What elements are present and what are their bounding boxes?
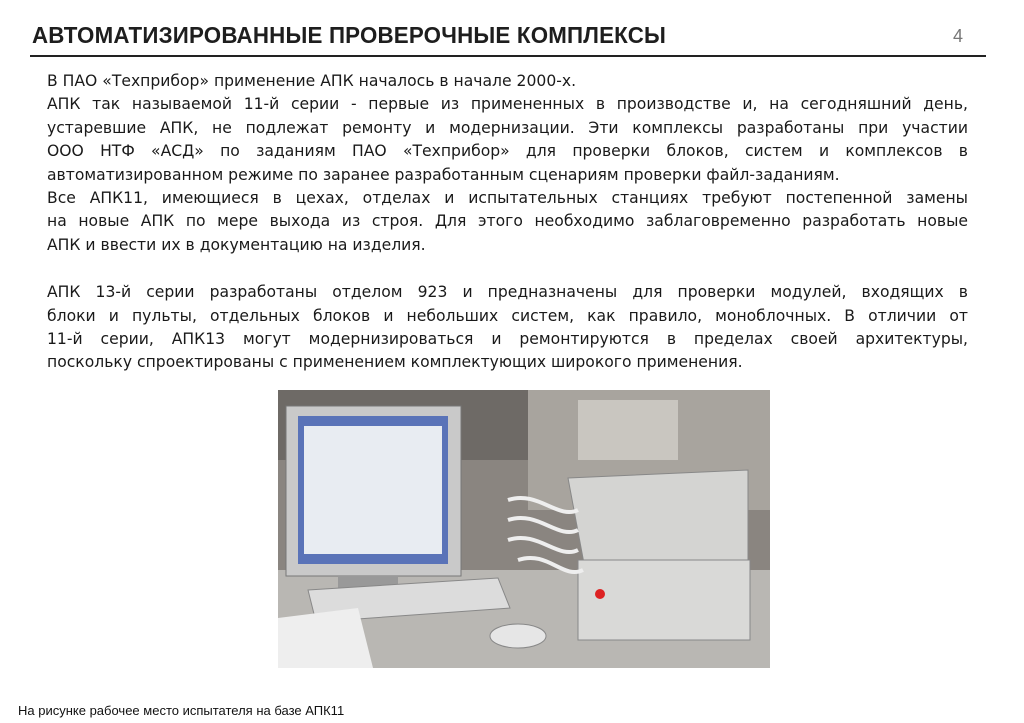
slide-body — [47, 70, 968, 375]
text-line: блоки и пульты, отдельных блоков и небольших систем, как правило, моноблочных. В отличии от — [47, 306, 968, 325]
text-line: на новые АПК по мере выхода из строя. Для этого необходимо заблаговременно разработать новые — [47, 212, 968, 231]
figure-caption: На рисунке рабочее место испытателя на базе АПК11 — [18, 703, 345, 718]
text-line: поскольку спроектированы с применением комплектующих широкого применения. — [47, 353, 743, 372]
text-line: ООО НТФ «АСД» по заданиям ПАО «Техприбор» для проверки блоков, систем и комплексов в — [47, 142, 968, 161]
workstation-photo — [278, 390, 770, 668]
text-line: Все АПК11, имеющиеся в цехах, отделах и испытательных станциях требуют постепенной замены — [47, 188, 968, 207]
text-line: АПК 13-й серии разработаны отделом 923 и предназначены для проверки модулей, входящих в — [47, 283, 968, 302]
text-line: АПК и ввести их в документацию на изделия. — [47, 235, 426, 254]
slide-title: АВТОМАТИЗИРОВАННЫЕ ПРОВЕРОЧНЫЕ КОМПЛЕКСЫ — [32, 22, 667, 48]
page-number: 4 — [953, 26, 964, 46]
text-line: 11-й серии, АПК13 могут модернизироваться и ремонтируются в пределах своей архитектуры, — [47, 329, 968, 348]
text-line: АПК так называемой 11-й серии - первые из примененных в производстве и, на сегодняшний день, — [47, 95, 968, 114]
paragraph-1 — [47, 70, 968, 257]
text-line: В ПАО «Техприбор» применение АПК началось в начале 2000-х. — [47, 72, 577, 90]
text-line: автоматизированном режиме по заранее разработанным сценариям проверки файл-заданиям. — [47, 165, 840, 184]
title-divider — [30, 55, 986, 57]
text-line: устаревшие АПК, не подлежат ремонту и модернизации. Эти комплексы разработаны при участии — [47, 118, 968, 137]
paragraph-2 — [47, 281, 968, 375]
